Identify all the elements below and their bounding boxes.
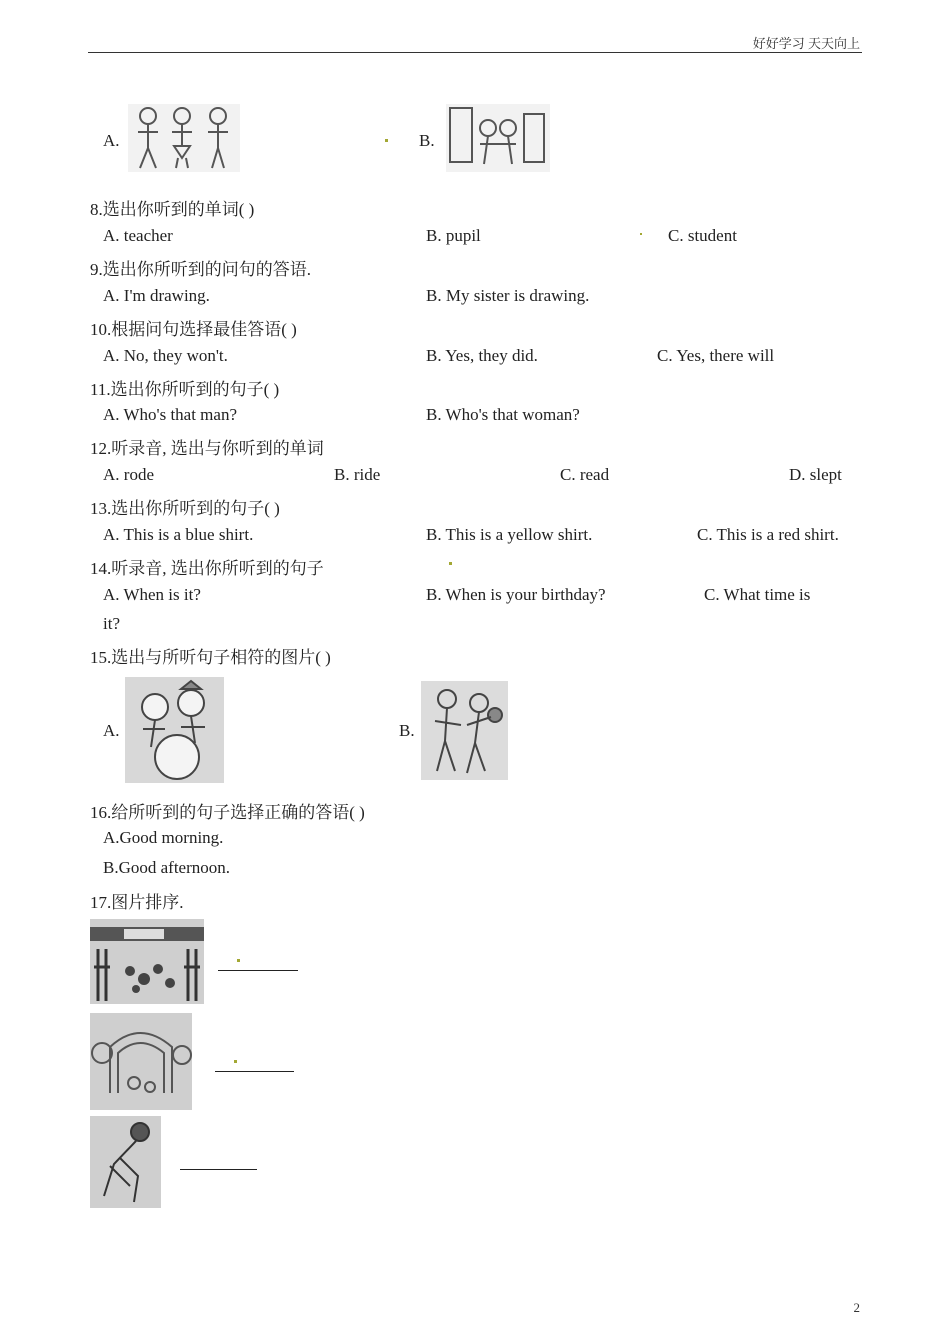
- q12-option-c: C. read: [560, 465, 610, 484]
- q12-stem: 12.听录音, 选出与你听到的单词: [90, 439, 324, 458]
- page-number: 2: [853, 1300, 860, 1315]
- q9-option-b: B. My sister is drawing.: [426, 286, 590, 305]
- q15-stem: 15.选出与所听句子相符的图片( ): [90, 648, 331, 667]
- answer-blank-2[interactable]: [215, 1071, 294, 1072]
- page-header: 好好学习 天天向上: [752, 36, 860, 51]
- q11-stem: 11.选出你所听到的句子( ): [90, 380, 280, 399]
- children-at-window-picture-icon: [446, 104, 550, 172]
- q10-option-a: A. No, they won't.: [103, 346, 228, 365]
- q14-option-c: C. What time is: [704, 585, 811, 604]
- marker-dot: [234, 1060, 237, 1063]
- children-with-snowman-picture-icon: [125, 677, 224, 783]
- q9-stem: 9.选出你所听到的问句的答语.: [90, 260, 311, 279]
- marker-dot: [385, 139, 388, 142]
- q15-option-b-label: B.: [399, 721, 415, 740]
- q14-option-b: B. When is your birthday?: [426, 585, 606, 604]
- q7-option-b-label: B.: [419, 131, 435, 150]
- three-children-picture-icon: [128, 104, 240, 172]
- person-working-picture-icon: [90, 1116, 161, 1208]
- q9-option-a: A. I'm drawing.: [103, 286, 210, 305]
- marker-dot: [640, 233, 642, 235]
- q8-stem: 8.选出你听到的单词( ): [90, 200, 255, 219]
- q11-option-a: A. Who's that man?: [103, 405, 237, 424]
- q17-stem: 17.图片排序.: [90, 893, 184, 912]
- marker-dot: [449, 562, 452, 565]
- q8-option-b: B. pupil: [426, 226, 481, 245]
- park-gate-picture-icon: [90, 1013, 192, 1110]
- q8-option-a: A. teacher: [103, 226, 173, 245]
- q14-stem: 14.听录音, 选出你所听到的句子: [90, 559, 324, 578]
- q10-stem: 10.根据问句选择最佳答语( ): [90, 320, 297, 339]
- q13-stem: 13.选出你所听到的句子( ): [90, 499, 280, 518]
- answer-blank-1[interactable]: [218, 970, 298, 971]
- q11-option-b: B. Who's that woman?: [426, 405, 580, 424]
- q15-option-a-label: A.: [103, 721, 120, 740]
- children-playing-basketball-picture-icon: [421, 681, 508, 780]
- q16-option-a: A.Good morning.: [103, 828, 224, 847]
- q16-stem: 16.给所听到的句子选择正确的答语( ): [90, 803, 365, 822]
- q8-option-c: C. student: [668, 226, 737, 245]
- q10-option-c: C. Yes, there will: [657, 346, 775, 365]
- q13-option-a: A. This is a blue shirt.: [103, 525, 254, 544]
- q10-option-b: B. Yes, they did.: [426, 346, 538, 365]
- header-rule: [88, 52, 862, 53]
- q16-option-b: B.Good afternoon.: [103, 858, 231, 877]
- q14-option-a: A. When is it?: [103, 585, 201, 604]
- q12-option-a: A. rode: [103, 465, 154, 484]
- q13-option-b: B. This is a yellow shirt.: [426, 525, 593, 544]
- q7-option-a-label: A.: [103, 131, 120, 150]
- q12-option-b: B. ride: [334, 465, 381, 484]
- answer-blank-3[interactable]: [180, 1169, 257, 1170]
- marker-dot: [237, 959, 240, 962]
- q13-option-c: C. This is a red shirt.: [697, 525, 839, 544]
- q14-option-c-continuation: it?: [103, 614, 120, 633]
- q12-option-d: D. slept: [789, 465, 842, 484]
- zoo-animals-picture-icon: [90, 919, 204, 1004]
